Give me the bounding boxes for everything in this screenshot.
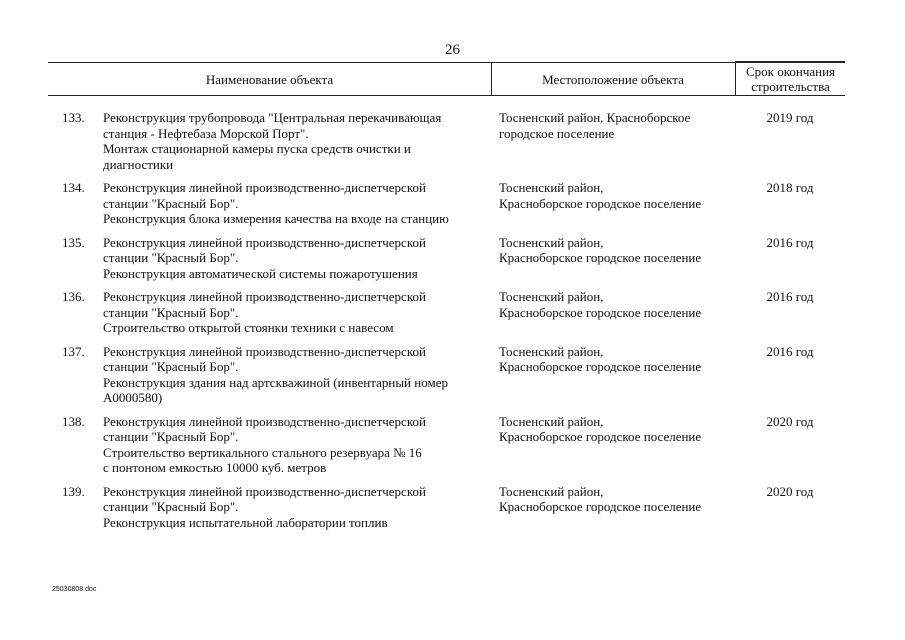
- object-location: [499, 235, 734, 266]
- header-name-label: Наименование объекта: [205, 71, 334, 87]
- object-name-line: A0000580): [103, 390, 163, 405]
- object-location-line: Тосненский район,: [499, 343, 604, 359]
- table-row: [0, 289, 905, 336]
- row-number: 138.: [62, 413, 85, 429]
- object-name-line: Реконструкция линейной производственно-диспетчерской: [103, 289, 426, 304]
- object-name-line: станции "Красный Бор".: [103, 250, 239, 265]
- object-name-line: Реконструкция трубопровода "Центральная перекачивающая: [103, 110, 442, 125]
- object-location-line: Красноборское городское поселение: [499, 499, 702, 514]
- construction-term: 2020 год: [766, 413, 814, 429]
- object-name: [103, 235, 488, 282]
- object-location-line: Тосненский район,: [499, 413, 604, 429]
- header-location-label: Местоположение объекта: [542, 71, 684, 87]
- object-name: [103, 484, 488, 531]
- table-row: [0, 344, 905, 406]
- table-row: [0, 414, 905, 476]
- object-location: [499, 289, 734, 320]
- object-name-line: Реконструкция линейной производственно-диспетчерской: [103, 234, 426, 250]
- object-name: [103, 414, 488, 476]
- construction-term: 2018 год: [766, 180, 814, 195]
- construction-term: 2020 год: [766, 483, 814, 499]
- object-name: [103, 344, 488, 406]
- object-location: [499, 414, 734, 445]
- row-number: 136.: [62, 289, 85, 304]
- object-location: [499, 484, 734, 515]
- object-name-line: Реконструкция линейной производственно-диспетчерской: [103, 180, 426, 195]
- object-name-line: Монтаж стационарной камеры пуска средств очистки и: [103, 141, 411, 156]
- object-location-line: Красноборское городское поселение: [499, 304, 702, 320]
- table-row: [0, 110, 905, 172]
- object-name-line: станция - Нефтебаза Морской Порт".: [103, 125, 309, 141]
- object-location-line: Тосненский район, Красноборское: [499, 110, 691, 125]
- object-name-line: диагностики: [103, 156, 174, 172]
- object-location: [499, 180, 734, 211]
- table-body: [0, 110, 905, 530]
- row-number: 139.: [62, 483, 85, 499]
- object-name-line: станции "Красный Бор".: [103, 195, 239, 211]
- object-name-line: станции "Красный Бор".: [103, 359, 239, 374]
- header-term-label-line1: Срок окончания: [745, 64, 836, 79]
- construction-term: 2019 год: [766, 110, 814, 125]
- row-number: 135.: [62, 234, 85, 250]
- object-name: [103, 110, 488, 172]
- object-location-line: Тосненский район,: [499, 483, 604, 499]
- object-location-line: Красноборское городское поселение: [499, 429, 702, 444]
- object-location-line: Тосненский район,: [499, 180, 604, 195]
- object-name-line: станции "Красный Бор".: [103, 499, 239, 514]
- object-name: [103, 180, 488, 227]
- object-name-line: Реконструкция автоматической системы пожаротушения: [103, 265, 418, 281]
- object-name-line: Реконструкция линейной производственно-диспетчерской: [103, 483, 426, 499]
- object-location-line: Тосненский район,: [499, 289, 604, 304]
- object-location: [499, 110, 734, 141]
- object-location-line: Красноборское городское поселение: [499, 195, 702, 211]
- object-location: [499, 344, 734, 375]
- header-location-column: [491, 63, 736, 95]
- object-name-line: Реконструкция испытательной лаборатории топлив: [103, 514, 388, 530]
- construction-term: 2016 год: [766, 343, 814, 359]
- table-row: [0, 235, 905, 282]
- object-name: [103, 289, 488, 336]
- object-location-line: городское поселение: [499, 125, 615, 141]
- row-number: 137.: [62, 343, 85, 359]
- header-term-column: [736, 63, 845, 95]
- object-location-line: Красноборское городское поселение: [499, 250, 702, 265]
- page-number: 26: [445, 42, 460, 58]
- table-header: [48, 62, 845, 96]
- construction-term: 2016 год: [766, 289, 814, 304]
- row-number: 134.: [62, 180, 85, 195]
- object-name-line: Реконструкция линейной производственно-диспетчерской: [103, 413, 426, 429]
- object-name-line: с понтоном емкостью 10000 куб. метров: [103, 460, 327, 475]
- object-name-line: Строительство вертикального стального резервуара № 16: [103, 444, 422, 460]
- object-name-line: Реконструкция здания над артскважиной (инвентарный номер: [103, 374, 448, 390]
- construction-term: 2016 год: [766, 234, 814, 250]
- table-row: [0, 484, 905, 531]
- object-location-line: Красноборское городское поселение: [499, 359, 702, 374]
- object-location-line: Тосненский район,: [499, 234, 604, 250]
- header-name-column: [48, 63, 492, 95]
- row-number: 133.: [62, 110, 85, 125]
- object-name-line: станции "Красный Бор".: [103, 429, 239, 444]
- object-name-line: Строительство открытой стоянки техники с навесом: [103, 320, 394, 335]
- object-name-line: Реконструкция блока измерения качества на входе на станцию: [103, 211, 449, 226]
- table-row: [0, 180, 905, 227]
- header-term-label-line2: строительства: [751, 79, 830, 94]
- object-name-line: станции "Красный Бор".: [103, 304, 239, 320]
- object-name-line: Реконструкция линейной производственно-диспетчерской: [103, 343, 426, 359]
- document-filename: 25030808.doc: [52, 586, 97, 593]
